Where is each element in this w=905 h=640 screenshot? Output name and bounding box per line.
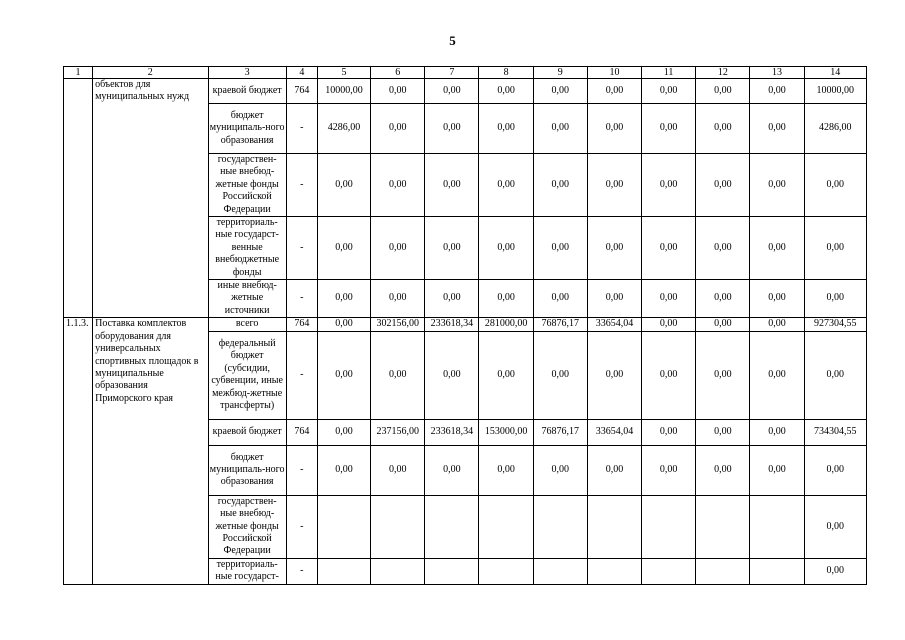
value-cell: 0,00	[479, 79, 533, 104]
value-cell: 0,00	[533, 217, 587, 280]
value-cell: 0,00	[642, 104, 696, 154]
value-cell: 0,00	[696, 419, 750, 445]
value-cell: -	[286, 217, 317, 280]
funding-source-cell: федеральный бюджет (субсидии, субвенции, иные межбюд-жетные трансферты)	[208, 331, 286, 419]
value-cell: 0,00	[587, 79, 641, 104]
column-header: 5	[317, 67, 370, 79]
value-cell: 0,00	[696, 154, 750, 217]
value-cell: 0,00	[533, 280, 587, 318]
value-cell: 0,00	[533, 79, 587, 104]
value-cell: 0,00	[371, 445, 425, 495]
value-cell: 0,00	[750, 79, 804, 104]
value-cell	[750, 495, 804, 558]
value-cell: 0,00	[371, 79, 425, 104]
value-cell: 0,00	[642, 154, 696, 217]
column-header: 2	[93, 67, 208, 79]
funding-source-cell: государствен-ные внебюд-жетные фонды Российской Федерации	[208, 495, 286, 558]
value-cell: 0,00	[479, 445, 533, 495]
value-cell	[479, 558, 533, 584]
value-cell: 0,00	[642, 79, 696, 104]
value-cell: 764	[286, 419, 317, 445]
value-cell: 0,00	[750, 217, 804, 280]
value-cell: 0,00	[642, 419, 696, 445]
value-cell: 0,00	[696, 280, 750, 318]
value-cell: -	[286, 495, 317, 558]
value-cell: 0,00	[317, 318, 370, 331]
column-header: 4	[286, 67, 317, 79]
value-cell: 0,00	[587, 331, 641, 419]
value-cell: 302156,00	[371, 318, 425, 331]
funding-source-cell: иные внебюд-жетные источники	[208, 280, 286, 318]
value-cell: -	[286, 331, 317, 419]
value-cell: 0,00	[317, 445, 370, 495]
value-cell: 0,00	[371, 154, 425, 217]
value-cell: 0,00	[533, 331, 587, 419]
value-cell	[587, 558, 641, 584]
value-cell	[425, 495, 479, 558]
value-cell: 0,00	[587, 104, 641, 154]
value-cell: 10000,00	[317, 79, 370, 104]
funding-source-cell: краевой бюджет	[208, 79, 286, 104]
value-cell	[317, 558, 370, 584]
total-cell: 927304,55	[804, 318, 866, 331]
value-cell: 33654,04	[587, 419, 641, 445]
value-cell: 0,00	[317, 331, 370, 419]
funding-source-cell: бюджет муниципаль-ного образования	[208, 104, 286, 154]
value-cell	[642, 558, 696, 584]
value-cell: 0,00	[750, 445, 804, 495]
value-cell: 0,00	[533, 154, 587, 217]
value-cell: 0,00	[696, 217, 750, 280]
value-cell: 233618,34	[425, 318, 479, 331]
column-header: 3	[208, 67, 286, 79]
value-cell: 0,00	[750, 104, 804, 154]
total-cell: 0,00	[804, 154, 866, 217]
value-cell: 0,00	[750, 331, 804, 419]
funding-source-cell: территориаль-ные государст-венные внебюджетные фонды	[208, 217, 286, 280]
funding-source-cell: территориаль-ные государст-	[208, 558, 286, 584]
value-cell: 0,00	[317, 280, 370, 318]
value-cell: 76876,17	[533, 419, 587, 445]
total-cell: 0,00	[804, 280, 866, 318]
total-cell: 0,00	[804, 217, 866, 280]
value-cell: 764	[286, 79, 317, 104]
column-header: 11	[642, 67, 696, 79]
total-cell: 4286,00	[804, 104, 866, 154]
value-cell	[642, 495, 696, 558]
value-cell: 0,00	[317, 154, 370, 217]
value-cell: 153000,00	[479, 419, 533, 445]
value-cell: 0,00	[642, 280, 696, 318]
value-cell: 0,00	[696, 445, 750, 495]
value-cell	[587, 495, 641, 558]
value-cell	[696, 558, 750, 584]
value-cell: 0,00	[479, 104, 533, 154]
column-header: 13	[750, 67, 804, 79]
value-cell: 0,00	[587, 154, 641, 217]
column-header: 12	[696, 67, 750, 79]
value-cell: 0,00	[696, 331, 750, 419]
column-header: 8	[479, 67, 533, 79]
value-cell: -	[286, 154, 317, 217]
value-cell: 0,00	[317, 419, 370, 445]
page-number: 5	[449, 33, 456, 48]
value-cell: 0,00	[479, 217, 533, 280]
funding-source-cell: бюджет муниципаль-ного образования	[208, 445, 286, 495]
value-cell: -	[286, 280, 317, 318]
funding-source-cell: всего	[208, 318, 286, 331]
value-cell	[371, 558, 425, 584]
budget-table	[63, 66, 867, 585]
value-cell: -	[286, 445, 317, 495]
column-header: 10	[587, 67, 641, 79]
value-cell: 0,00	[479, 280, 533, 318]
total-cell: 0,00	[804, 331, 866, 419]
value-cell: 0,00	[642, 331, 696, 419]
value-cell: 0,00	[587, 280, 641, 318]
value-cell: 0,00	[533, 445, 587, 495]
total-cell: 0,00	[804, 495, 866, 558]
column-header: 14	[804, 67, 866, 79]
value-cell: 233618,34	[425, 419, 479, 445]
value-cell: 0,00	[371, 104, 425, 154]
value-cell	[371, 495, 425, 558]
value-cell: 0,00	[587, 445, 641, 495]
value-cell: 33654,04	[587, 318, 641, 331]
value-cell	[317, 495, 370, 558]
funding-source-cell: государствен-ные внебюд-жетные фонды Российской Федерации	[208, 154, 286, 217]
value-cell: -	[286, 104, 317, 154]
column-header: 7	[425, 67, 479, 79]
total-cell: 10000,00	[804, 79, 866, 104]
value-cell: -	[286, 558, 317, 584]
value-cell: 0,00	[479, 154, 533, 217]
value-cell: 0,00	[696, 79, 750, 104]
total-cell: 0,00	[804, 558, 866, 584]
value-cell: 4286,00	[317, 104, 370, 154]
value-cell: 0,00	[750, 318, 804, 331]
value-cell: 76876,17	[533, 318, 587, 331]
value-cell	[425, 558, 479, 584]
value-cell: 0,00	[425, 280, 479, 318]
value-cell	[750, 558, 804, 584]
value-cell: 0,00	[425, 331, 479, 419]
total-cell: 0,00	[804, 445, 866, 495]
value-cell: 0,00	[371, 331, 425, 419]
total-cell: 734304,55	[804, 419, 866, 445]
value-cell: 0,00	[371, 217, 425, 280]
item-name-cell: объектов для муниципальных нужд	[93, 79, 208, 318]
item-name-cell: Поставка комплектов оборудования для универсальных спортивных площадок в муниципальные образования Приморского края	[93, 318, 208, 584]
value-cell: 0,00	[425, 154, 479, 217]
value-cell: 0,00	[317, 217, 370, 280]
value-cell: 0,00	[696, 104, 750, 154]
value-cell: 0,00	[642, 445, 696, 495]
value-cell: 0,00	[587, 217, 641, 280]
value-cell	[479, 495, 533, 558]
table-row	[64, 79, 867, 104]
value-cell: 0,00	[642, 318, 696, 331]
value-cell	[533, 495, 587, 558]
value-cell: 0,00	[479, 331, 533, 419]
value-cell: 0,00	[642, 217, 696, 280]
item-number-cell: 1.1.3.	[64, 318, 93, 584]
column-header: 9	[533, 67, 587, 79]
table-row	[64, 318, 867, 331]
value-cell: 764	[286, 318, 317, 331]
value-cell: 0,00	[425, 217, 479, 280]
funding-source-cell: краевой бюджет	[208, 419, 286, 445]
header-row	[64, 67, 867, 79]
value-cell: 237156,00	[371, 419, 425, 445]
value-cell: 0,00	[750, 280, 804, 318]
value-cell	[533, 558, 587, 584]
value-cell: 0,00	[533, 104, 587, 154]
value-cell: 0,00	[425, 79, 479, 104]
value-cell: 0,00	[750, 419, 804, 445]
value-cell: 0,00	[425, 445, 479, 495]
value-cell: 281000,00	[479, 318, 533, 331]
column-header: 1	[64, 67, 93, 79]
item-number-cell	[64, 79, 93, 318]
value-cell	[696, 495, 750, 558]
value-cell: 0,00	[425, 104, 479, 154]
value-cell: 0,00	[696, 318, 750, 331]
value-cell: 0,00	[750, 154, 804, 217]
column-header: 6	[371, 67, 425, 79]
value-cell: 0,00	[371, 280, 425, 318]
